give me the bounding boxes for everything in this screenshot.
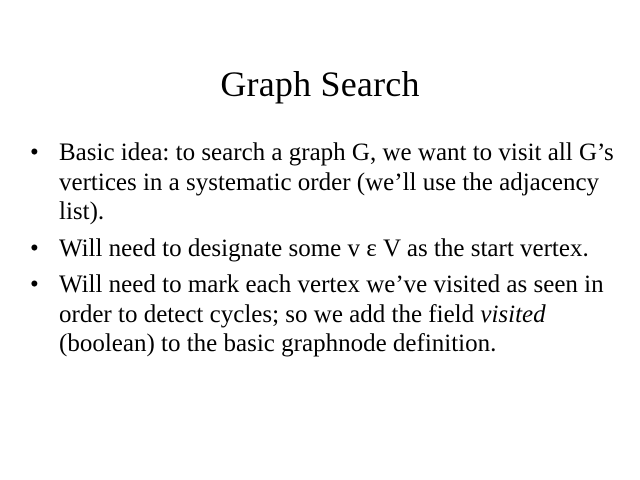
bullet-text: Basic idea: to search a graph G, we want to visit all G’s vertices in a systematic order (we’ll use the adjacency list). <box>59 139 614 225</box>
slide-title: Graph Search <box>220 64 420 104</box>
bullet-list <box>30 138 630 366</box>
bullet-item-visited-field <box>30 270 630 359</box>
bullet-text: Will need to designate some v ε V as the start vertex. <box>59 234 589 262</box>
visited-emphasis: visited <box>480 300 546 328</box>
bullet-item-start-vertex <box>30 234 630 264</box>
bullet-icon: • <box>30 139 39 166</box>
bullet-text-after: (boolean) to the basic graphnode definition. <box>59 330 497 357</box>
bullet-icon: • <box>30 271 39 298</box>
bullet-icon: • <box>30 234 39 262</box>
bullet-text-before: Will need to mark each vertex we’ve visited as seen in order to detect cycles; so we add the field <box>59 271 604 328</box>
bullet-item-basic-idea <box>30 138 630 227</box>
